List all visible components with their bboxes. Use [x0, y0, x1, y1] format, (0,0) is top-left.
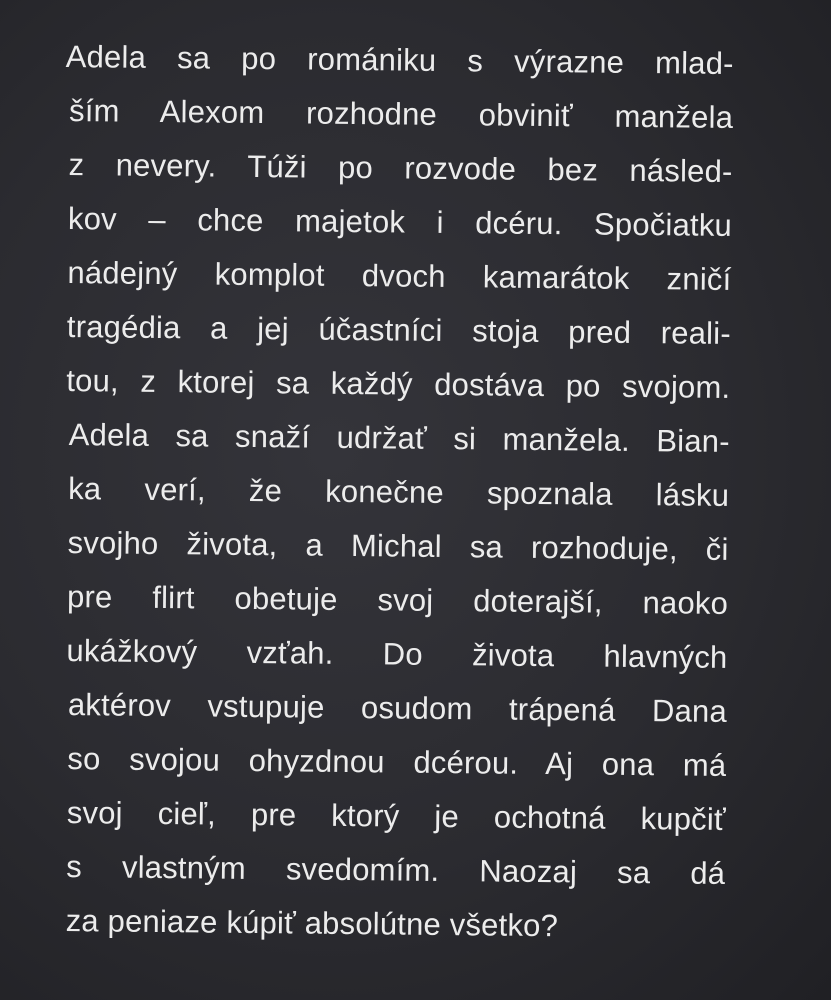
- blurb-line: svojho života, a Michal sa rozhoduje, či: [67, 525, 729, 567]
- blurb-line: aktérov vstupuje osudom trápená Dana: [67, 687, 728, 729]
- blurb-line: z nevery. Túži po rozvode bez násled-: [68, 147, 733, 189]
- blurb-line: ka verí, že konečne spoznala lásku: [68, 471, 730, 513]
- blurb-line: tou, z ktorej sa každý dostáva po svojom.: [66, 363, 731, 405]
- blurb-line: kov – chce majetok i dcéru. Spočiatku: [67, 201, 733, 243]
- blurb-line: pre flirt obetuje svoj doterajší, naoko: [66, 579, 729, 621]
- blurb-line: ším Alexom rozhodne obviniť manžela: [68, 93, 734, 135]
- blurb-line: svoj cieľ, pre ktorý je ochotná kupčiť: [66, 795, 726, 837]
- blurb-line: za peniaze kúpiť absolútne všetko?: [65, 903, 559, 944]
- blurb-line: nádejný komplot dvoch kamarátok zničí: [67, 255, 732, 297]
- blurb-line: s vlastným svedomím. Naozaj sa dá: [66, 849, 726, 891]
- blurb-line: Adela sa snaží udržať si manžela. Bian-: [68, 417, 730, 459]
- blurb-line: so svojou ohyzdnou dcérou. Aj ona má: [67, 741, 727, 783]
- blurb-line: ukážkový vzťah. Do života hlavných: [66, 633, 728, 675]
- blurb-line: tragédia a jej účastníci stoja pred reali-: [66, 309, 732, 351]
- blurb-line: Adela sa po romániku s výrazne mlad-: [65, 38, 734, 81]
- book-blurb: [56, 30, 734, 955]
